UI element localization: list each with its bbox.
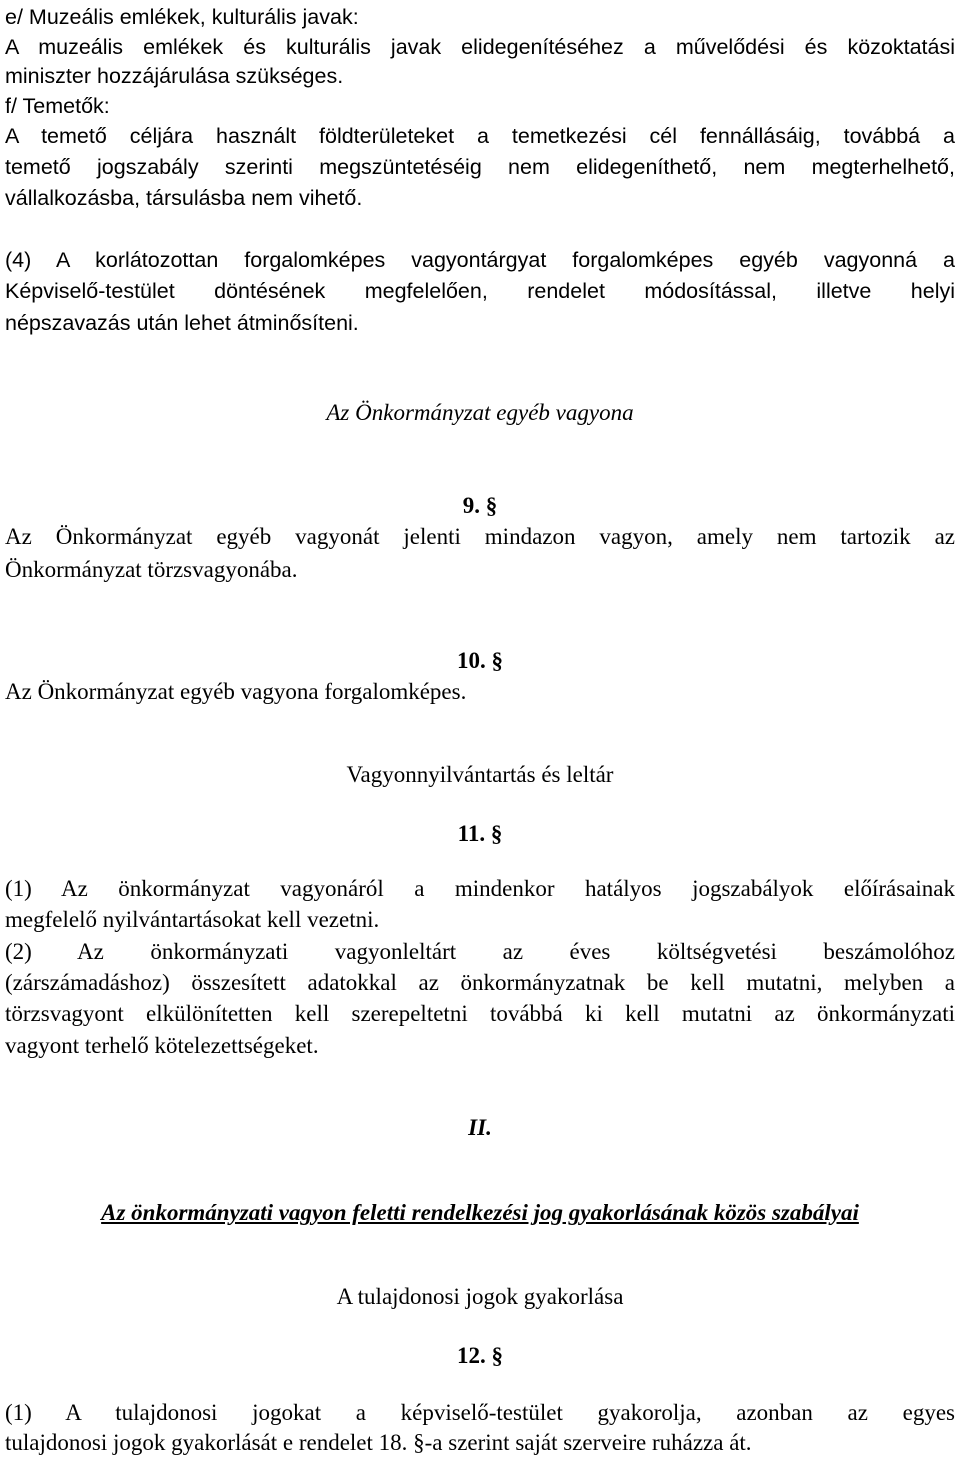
para4-line-2: Képviselő-testület döntésének megfelelően, rendelet módosítással, illetve helyi [5, 279, 955, 303]
section-11-p2-line-1: (2) Az önkormányzati vagyonleltárt az éves költségvetési beszámolóhoz [5, 939, 955, 964]
para4-line-3: népszavazás után lehet átminősíteni. [5, 311, 359, 335]
section-9-number: 9. § [462, 493, 498, 518]
section-11-p1-line-2: megfelelő nyilvántartásokat kell vezetni. [5, 907, 380, 932]
cemetery-line-2: temető jogszabály szerinti megszüntetéséig nem elidegeníthető, nem megterhelhető, [5, 155, 955, 179]
section-11-p1-line-1: (1) Az önkormányzat vagyonáról a mindenkor hatályos jogszabályok előírásainak [5, 876, 955, 901]
museum-line-1: A muzeális emlékek és kulturális javak elidegenítéséhez a művelődési és közoktatási [5, 35, 955, 59]
section-12-p1-line-1: (1) A tulajdonosi jogokat a képviselő-testület gyakorolja, azonban az egyes [5, 1400, 955, 1425]
inventory-title: Vagyonnyilvántartás és leltár [346, 762, 614, 787]
section-11-p2-line-3: törzsvagyont elkülönítetten kell szerepeltetni továbbá ki kell mutatni az önkormányzati [5, 1001, 955, 1026]
museum-heading: e/ Muzeális emlékek, kulturális javak: [5, 5, 359, 29]
section-10-number: 10. § [457, 648, 503, 673]
cemetery-heading: f/ Temetők: [5, 94, 110, 118]
section-12-p1-line-2: tulajdonosi jogok gyakorlását e rendelet 18. §-a szerint saját szerveire ruházza át. [5, 1430, 752, 1455]
section-11-p2-line-2: (zárszámadáshoz) összesített adatokkal az önkormányzatnak be kell mutatni, melyben a [5, 970, 955, 995]
section-10-text: Az Önkormányzat egyéb vagyona forgalomképes. [5, 679, 467, 704]
section-9-line-2: Önkormányzat törzsvagyonába. [5, 557, 298, 582]
section-9-line-1: Az Önkormányzat egyéb vagyonát jelenti mindazon vagyon, amely nem tartozik az [5, 524, 955, 549]
cemetery-line-1: A temető céljára használt földterületeket a temetkezési cél fennállásáig, továbbá a [5, 124, 955, 148]
cemetery-line-3: vállalkozásba, társulásba nem vihető. [5, 186, 363, 210]
ownership-title: A tulajdonosi jogok gyakorlása [336, 1284, 624, 1309]
chapter-title: Az önkormányzati vagyon feletti rendelkezési jog gyakorlásának közös szabályai [101, 1200, 859, 1225]
other-assets-title: Az Önkormányzat egyéb vagyona [326, 400, 634, 425]
section-11-p2-line-4: vagyont terhelő kötelezettségeket. [5, 1033, 319, 1058]
section-11-number: 11. § [457, 821, 503, 846]
chapter-number: II. [468, 1115, 492, 1140]
museum-line-2: miniszter hozzájárulása szükséges. [5, 64, 344, 88]
para4-line-1: (4) A korlátozottan forgalomképes vagyontárgyat forgalomképes egyéb vagyonná a [5, 248, 955, 272]
section-12-number: 12. § [457, 1343, 503, 1368]
